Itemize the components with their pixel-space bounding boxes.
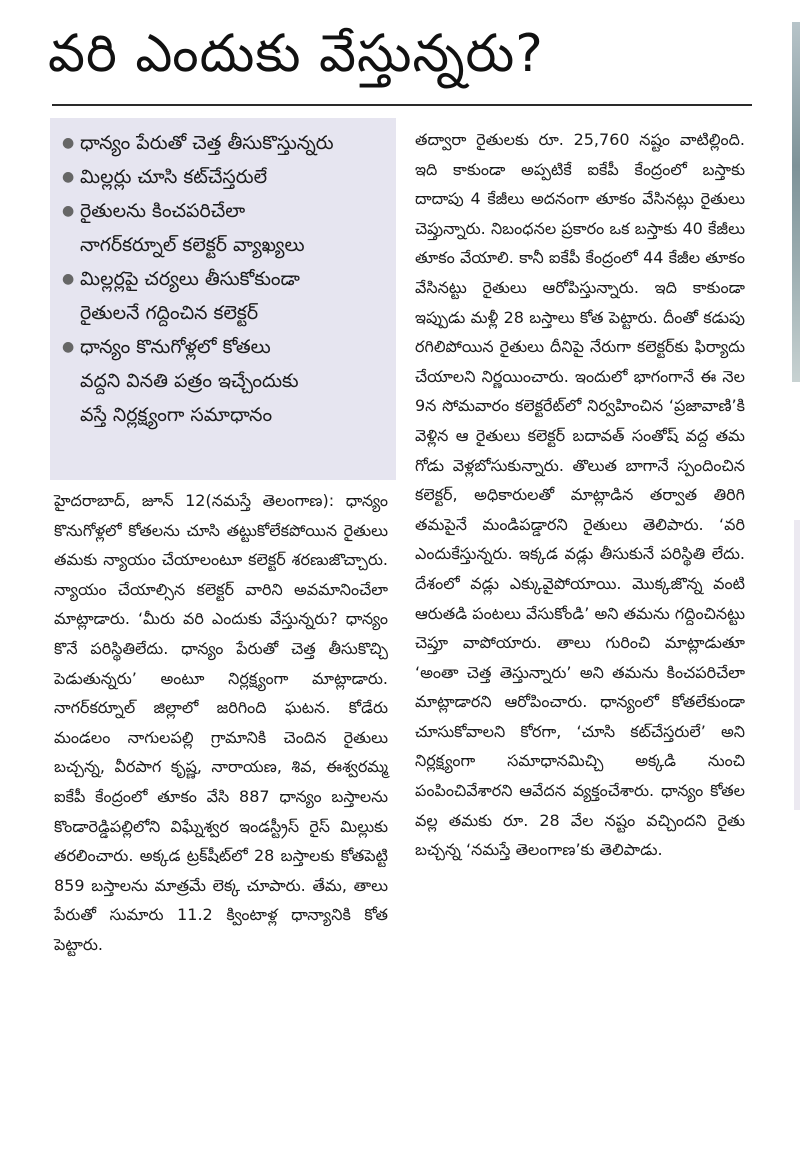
highlight-item [62,262,388,330]
highlight-line: మిల్లర్లు చూసి కట్‌చేస్తరులే [80,166,268,188]
highlight-line: ధాన్యం పేరుతో చెత్త తీసుకొస్తున్నరు [80,132,334,154]
highlight-item [62,194,388,262]
highlight-item [62,330,388,432]
bullet-icon: ● [62,135,75,151]
article-right-column [415,125,745,865]
highlight-line: ధాన్యం కొనుగోళ్లలో కోతలు [80,336,271,358]
highlight-item [62,160,388,194]
article-paragraph: తద్వారా రైతులకు రూ. 25,760 నష్టం వాటిల్లింది. ఇది కాకుండా అప్పటికే ఐకేపీ కేంద్రంలో బస్తాకు దాదాపు 4 కేజీలు అదనంగా తూకం వేసినట్లు రైతులు చెప్తున్నారు. నిబంధనల ప్రకారం ఒక బస్తాకు 40 కేజీలు తూకం వేయాలి. కానీ ఐకేపీ కేంద్రంలో 44 కేజీల తూకం వేసినట్టు రైతులు ఆరోపిస్తున్నారు. ఇది కాకుండా ఇప్పుడు మళ్లీ 28 బస్తాలు కోత పెట్టారు. దీంతో కడుపు రగిలిపోయిన రైతులు దీనిపై నేరుగా కలెక్టర్‌కు ఫిర్యాదు చేయాలని నిర్ణయించారు. ఇందులో భాగంగానే ఈ నెల 9న సోమవారం కలెక్టరేట్‌లో నిర్వహించిన ‘ప్రజావాణి’కి వెళ్లిన ఆ రైతులు కలెక్టర్‌ బదావత్‌ సంతోష్‌ వద్ద తమ గోడు వెళ్లబోసుకున్నారు. తొలుత బాగానే స్పందించిన కలెక్టర్‌, అధికారులతో మాట్లాడిన తర్వాత తిరిగి తమపైనే మండిపడ్డారని రైతులు తెలిపారు. ‘వరి ఎందుకేస్తున్నరు. ఇక్కడ వడ్లు తీసుకునే పరిస్థితి లేదు. దేశంలో వడ్లు ఎక్కువైపోయాయి. మొక్కజొన్న వంటి ఆరుతడి పంటలు వేసుకోండి’ అని తమను గద్దించినట్టు చెప్తూ వాపోయారు. తాలు గురించి మాట్లాడుతూ ‘అంతా చెత్త తెస్తున్నారు’ అని తమను కించపరిచేలా మాట్లాడారని ఆరోపించారు. ధాన్యంలో కోతలేకుండా చూసుకోవాలని కోరగా, ‘చూసి కట్‌చేస్తరులే’ అని నిర్లక్ష్యంగా సమాధానమిచ్చి అక్కడి నుంచి పంపించివేశారని ఆవేదన వ్యక్తంచేశారు. ధాన్యం కోతల వల్ల తమకు రూ. 28 వేల నష్టం వచ్చిందని రైతు బచ్చన్న ‘నమస్తే తెలంగాణ’కు తెలిపాడు. [415,130,745,860]
highlight-item [62,126,388,160]
article-paragraph: హైదరాబాద్‌, జూన్‌ 12(నమస్తే తెలంగాణ): ధాన్యం కొనుగోళ్లలో కోతలను చూసి తట్టుకోలేకపోయిన రైతులు తమకు న్యాయం చేయాలంటూ కలెక్టర్‌ శరణుజొచ్చారు. న్యాయం చేయాల్సిన కలెక్టర్‌ వారిని అవమానించేలా మాట్లాడారు. ‘మీరు వరి ఎందుకు వేస్తున్నరు? ధాన్యం కొనే పరిస్థితిలేదు. ధాన్యం పేరుతో చెత్త తీసుకొచ్చి పెడుతున్నరు’ అంటూ నిర్లక్ష్యంగా మాట్లాడారు. నాగర్‌కర్నూల్‌ జిల్లాలో జరిగింది ఘటన. కోడేరు మండలం నాగులపల్లి గ్రామానికి చెందిన రైతులు బచ్చన్న, వీరపాగ కృష్ణ, నారాయణ, శివ, ఈశ్వరమ్మ ఐకేపీ కేంద్రంలో తూకం వేసి 887 ధాన్యం బస్తాలను కొండారెడ్డిపల్లిలోని విఘ్నేశ్వర ఇండస్ట్రీస్‌ రైస్‌ మిల్లుకు తరలించారు. అక్కడ ట్రక్‌షీట్‌లో 28 బస్తాలకు కోతపెట్టి 859 బస్తాలను మాత్రమే లెక్క చూపారు. తేమ, తాలు పేరుతో సుమారు 11.2 క్వింటాళ్ల ధాన్యానికి కోత పెట్టారు. [54,491,388,954]
bullet-icon: ● [62,203,75,219]
highlight-line: నాగర్‌కర్నూల్‌ కలెక్టర్‌ వ్యాఖ్యలు [80,234,305,256]
highlight-line: మిల్లర్లపై చర్యలు తీసుకోకుండా [80,268,300,290]
headline: వరి ఎందుకు వేస్తున్నరు? [48,24,544,84]
article-left-column [54,486,388,960]
bullet-icon: ● [62,271,75,287]
adjacent-photo-edge [792,22,800,382]
highlight-line: రైతులనే గద్దించిన కలెక్టర్‌ [80,302,259,324]
highlights-box [50,118,396,480]
bullet-icon: ● [62,169,75,185]
bullet-icon: ● [62,339,75,355]
highlight-line: రైతులను కించపరిచేలా [80,200,246,222]
highlight-line: వస్తే నిర్లక్ష్యంగా సమాధానం [80,404,273,426]
headline-rule [52,104,752,106]
highlight-line: వద్దని వినతి పత్రం ఇచ్చేందుకు [80,370,299,392]
adjacent-box-edge [794,520,800,810]
